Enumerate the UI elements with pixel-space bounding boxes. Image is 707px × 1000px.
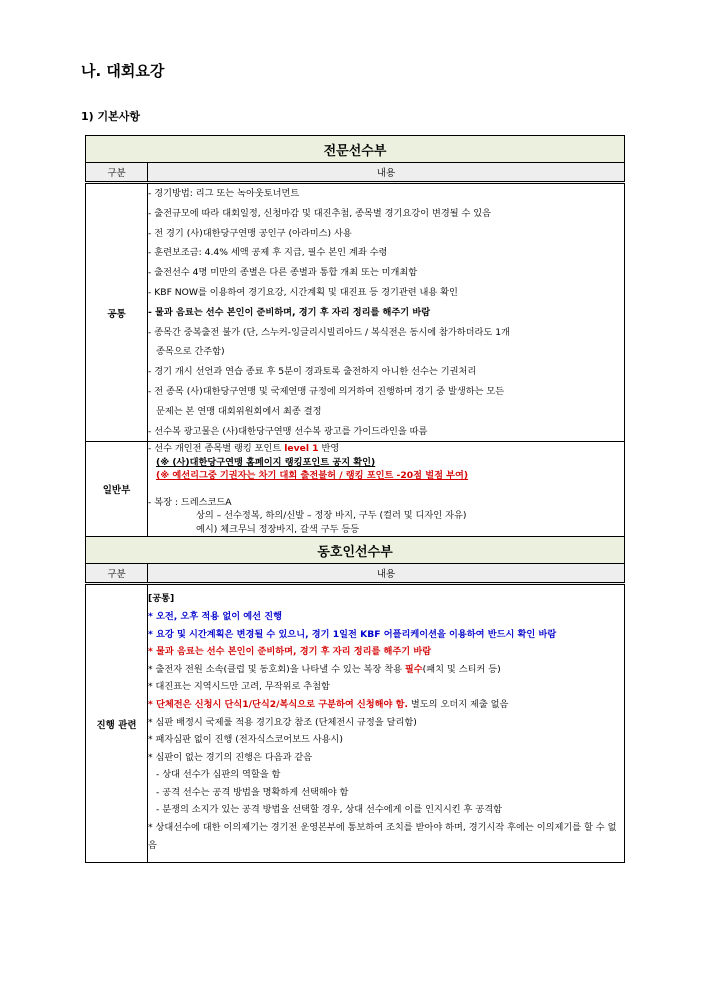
ranking-prefix: - 선수 개인전 종목별 랭킹 포인트 [148, 443, 285, 455]
list-item: - 경기 개시 선언과 연습 종료 후 5분이 경과토록 출전하지 아니한 선수는 기권처리 [148, 366, 477, 378]
common-tag: [공통] [148, 593, 175, 605]
list-item [148, 696, 624, 714]
penalty-note: (※ 예선리그중 기권자는 차기 대회 출전불허 / 랭킹 포인트 -20점 벌점 부여) [156, 470, 469, 482]
sub-item: - 공격 선수는 공격 방법을 명확하게 선택해야 함 [156, 786, 349, 798]
ranking-suffix: 반영 [318, 443, 340, 455]
list-item: - 종목간 중복출전 불가 (단, 스누커-잉글리시빌리아드 / 복식전은 동시에 참가하더라도 1개 [148, 326, 510, 338]
list-item: * 물과 음료는 선수 본인이 준비하며, 경기 후 자리 정리를 해주기 바람 [148, 646, 432, 658]
list-item: - 선수복 광고물은 (사)대한당구연맹 선수복 광고를 가이드라인을 따름 [148, 425, 428, 437]
amateur-progress-label: 진행 관련 [86, 584, 148, 863]
list-item: - KBF NOW를 이용하여 경기요강, 시간계획 및 대진표 등 경기관련 내용 확인 [148, 286, 458, 298]
dress-code-detail: 상의 – 선수정복, 하의/신발 – 정장 바지, 구두 (컬러 및 디자인 자유) [196, 510, 467, 522]
pro-title-row [86, 136, 625, 163]
dress-text: * 출전자 전원 소속(클럽 및 동호회)을 나타낼 수 있는 복장 착용 [148, 663, 405, 675]
rules-table [85, 135, 625, 863]
order-sheet-note: 별도의 오더지 제출 없음 [408, 698, 509, 710]
pro-common-row [86, 183, 625, 442]
sub-item: - 분쟁의 소지가 있는 공격 방법을 선택할 경우, 상대 선수에게 이를 인지시킨 후 공격함 [156, 804, 502, 816]
list-item: * 요강 및 시간계획은 변경될 수 있으니, 경기 1일전 KBF 어플리케이션을 이용하여 반드시 확인 바람 [148, 628, 557, 640]
list-item: * 대진표는 지역시드만 고려, 무작위로 추첨함 [148, 681, 330, 693]
list-item: - 전 종목 (사)대한당구연맹 및 국제연맹 규정에 의거하여 진행하며 경기 중 발생하는 모든 [148, 385, 505, 397]
pro-general-label: 일반부 [86, 442, 148, 537]
subsection-heading: 1) 기본사항 [81, 110, 141, 123]
list-item: * 심판 배정시 국제룰 적용 경기요강 참조 (단체전시 규정을 달리함) [148, 716, 417, 728]
ranking-line [148, 442, 624, 456]
list-item: - 출전규모에 따라 대회일정, 신청마감 및 대진추첨, 종목별 경기요강이 변경될 수 있음 [148, 207, 492, 219]
list-item: * 오전, 오후 적용 없이 예선 진행 [148, 610, 282, 622]
pro-title: 전문선수부 [86, 136, 625, 163]
amateur-col-category: 구분 [86, 564, 148, 584]
dress-code-example: 예시) 체크무늬 정장바지, 갈색 구두 등등 [196, 523, 360, 535]
list-item: - 출전선수 4명 미만의 종별은 다른 종별과 통합 개최 또는 미개최함 [148, 267, 418, 279]
required-tag: 필수 [404, 663, 423, 675]
ranking-note: (※ (사)대한당구연맹 홈페이지 랭킹포인트 공지 확인) [156, 456, 376, 468]
list-item-continued: 종목으로 간주함) [156, 346, 225, 358]
dress-code: - 복장 : 드레스코드A [148, 496, 232, 508]
list-item: - 훈련보조금: 4.4% 세액 공제 후 지급, 필수 본인 계좌 수령 [148, 247, 388, 259]
pro-col-content: 내용 [148, 163, 625, 183]
list-item: * 상대선수에 대한 이의제기는 경기전 운영본부에 통보하여 조치를 받아야 하며, 경기시작 후에는 이의제기를 할 수 없음 [148, 822, 617, 851]
list-item: * 심판이 없는 경기의 진행은 다음과 같음 [148, 751, 313, 763]
pro-general-row [86, 442, 625, 537]
pro-common-content [148, 183, 625, 442]
pro-general-content [148, 442, 625, 537]
list-item: - 물과 음료는 선수 본인이 준비하며, 경기 후 자리 정리를 해주기 바람 [148, 306, 431, 318]
team-entry-rule: * 단체전은 신청시 단식1/단식2/복식으로 구분하여 신청해야 함. [148, 698, 408, 710]
amateur-progress-content [148, 584, 625, 863]
list-item: - 전 경기 (사)대한당구연맹 공인구 (아라미스) 사용 [148, 227, 352, 239]
list-item-continued: 문제는 본 연맹 대회위원회에서 최종 결정 [156, 405, 322, 417]
sub-item: - 상대 선수가 심판의 역할을 함 [156, 769, 281, 781]
section-heading: 나. 대회요강 [81, 62, 165, 80]
list-item: * 패자심판 없이 진행 (전자식스코어보드 사용시) [148, 734, 343, 746]
amateur-progress-row [86, 584, 625, 863]
list-item [148, 661, 624, 679]
spacer [148, 483, 624, 496]
pro-col-category: 구분 [86, 163, 148, 183]
pro-header-row [86, 163, 625, 183]
amateur-title-row [86, 537, 625, 564]
amateur-col-content: 내용 [148, 564, 625, 584]
pro-common-label: 공통 [86, 183, 148, 442]
list-item: - 경기방법: 리그 또는 녹아웃토너먼트 [148, 188, 300, 199]
ranking-level: level 1 [284, 443, 319, 455]
amateur-title: 동호인선수부 [86, 537, 625, 564]
amateur-header-row [86, 564, 625, 584]
dress-example: (패치 및 스티커 등) [422, 663, 501, 675]
